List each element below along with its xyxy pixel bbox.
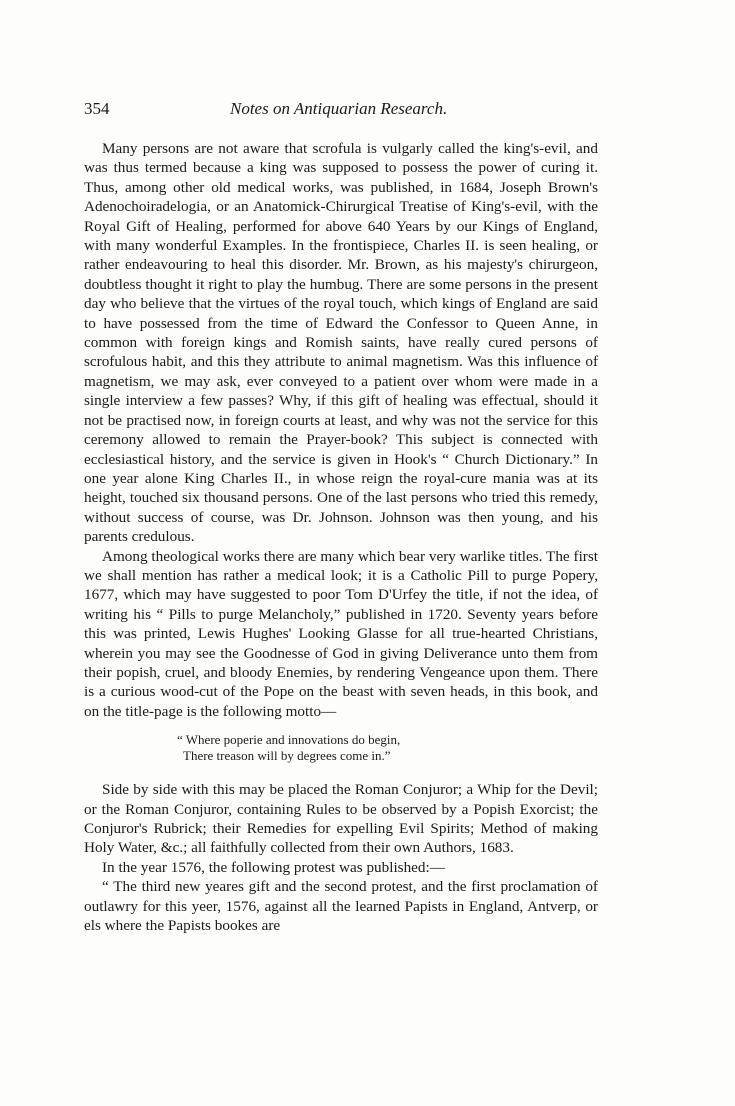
page-number: 354 bbox=[84, 99, 110, 118]
quote-line-1: “ Where poperie and innovations do begin, bbox=[177, 732, 401, 748]
running-title: Notes on Antiquarian Research. bbox=[230, 99, 448, 118]
paragraph-protest-intro: In the year 1576, the following protest was published:— bbox=[102, 858, 445, 876]
paragraph-kings-evil: Many persons are not aware that scrofula is vulgarly called the king's-evil, and was thus termed because a king was supposed to possess the power of curing it. Thus, among other old medical works, was published, in 1684, Joseph Brown's Adenochoiradelogia, or an Anatomick-Chirurgical Treatise of King's-evil, with the Royal Gift of Healing, performed for above 640 Years by our Kings of England, with many wonderful Examples. In the frontispiece, Charles II. is seen healing, or rather endeavouring to heal this disorder. Mr. Brown, as his majesty's chirurgeon, doubtless thought it right to play the humbug. There are some persons in the present day who believe that the virtues of the royal touch, which kings of England are said to have possessed from the time of Edward the Confessor to Queen Anne, in common with foreign kings and Romish saints, have really cured persons of scrofulous habit, and this they attribute to animal magnetism. Was this influence of magnetism, we may ask, ever conveyed to a patient over whom were made in a single interview a few passes? Why, if this gift of healing was effectual, should it not be practised now, in foreign courts at least, and why was not the service for this ceremony allowed to remain the Prayer-book? This subject is connected with ecclesiastical history, and the service is given in Hook's “ Church Dictionary.” In one year alone King Charles II., in whose reign the royal-cure mania was at its height, touched six thousand persons. One of the last persons who tried this remedy, without success of course, was Dr. Johnson. Johnson was then young, and his parents credulous. bbox=[84, 140, 598, 546]
page-body bbox=[84, 139, 598, 935]
motto-quote bbox=[84, 732, 598, 764]
paragraph-theological-works: Among theological works there are many which bear very warlike titles. The first we shall mention has rather a medical look; it is a Catholic Pill to purge Popery, 1677, which may have suggested to poor Tom D'Urfey the title, if not the idea, of writing his “ Pills to purge Melancholy,” published in 1720. Seventy years before this was printed, Lewis Hughes' Looking Glasse for all true-hearted Christians, wherein you may see the Goodnesse of God in giving Deliverance unto them from their popish, cruel, and bloody Enemies, by rendering Vengeance upon them. There is a curious wood-cut of the Pope on the beast with seven heads, in this book, and on the title-page is the following motto— bbox=[84, 547, 598, 720]
quote-line-2: There treason will by degrees come in.” bbox=[183, 748, 391, 764]
page-header bbox=[84, 99, 601, 123]
paragraph-roman-conjuror: Side by side with this may be placed the Roman Conjuror; a Whip for the Devil; or the Roman Conjuror, containing Rules to be observed by a Popish Exorcist; the Conjuror's Rubrick; their Remedies for expelling Evil Spirits; Method of making Holy Water, &c.; all faithfully collected from their own Authors, 1683. bbox=[84, 781, 598, 857]
paragraph-protest-text: “ The third new yeares gift and the second protest, and the first proclamation of outlawry for this yeer, 1576, against all the learned Papists in England, Antverp, or els where the Papists bookes are bbox=[84, 878, 598, 935]
